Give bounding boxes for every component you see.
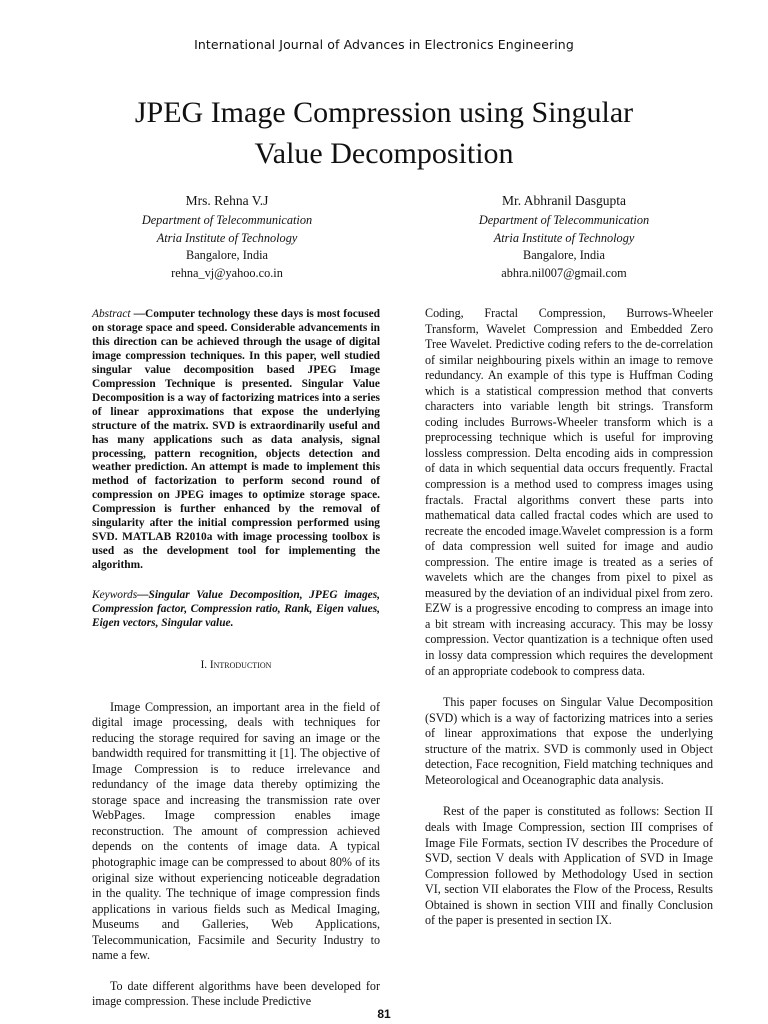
author-name: Mr. Abhranil Dasgupta bbox=[501, 193, 627, 208]
section-heading-introduction bbox=[92, 658, 380, 674]
author-department: Department of Telecommunication bbox=[141, 213, 313, 227]
author-location: Bangalore, India bbox=[186, 248, 268, 262]
body-paragraph: Image Compression, an important area in the field of digital image processing, deals with techniques for reducing the storage required for saving an image or the bandwidth required for transmitting it [1]. The objective of Image Compression is to reduce irrelevance and redundancy of the image data thereby optimizing the storage space and increasing the transmission rate over WebPages. Image compression enables image reconstruction. The amount of compression achieved depends on the contents of image data. A typical photographic image can be compressed to about 80% of its original size without experiencing noticeable degradation in the quality. The technique of image compression finds applications in various fields such as Medical Imaging, Museums and Galleries, Web Applications, Telecommunication, Facsimile and Security Industry to name a few. bbox=[92, 699, 380, 963]
abstract-text: —Computer technology these days is most focused on storage space and speed. Considerable advancements in this direction can be achieved through the usage of digital image compression techniques. In this paper, well studied singular value decomposition based JPEG Image Compression Technique is presented. Singular Value Decomposition is a way of factorizing matrices into a series of linear approximations that expose the underlying structure of the matrix. SVD is extraordinarily useful and has many applications such as data analysis, signal processing, pattern recognition, objects detection and weather prediction. An attempt is made to implement this method of factorization to perform second round of compression on JPEG images to optimize storage space. Compression is further enhanced by the removal of singularity after the initial compression performed using SVD. MATLAB R2010a with image processing toolbox is used as the development tool for implementing the algorithm. bbox=[92, 308, 380, 572]
abstract-label: Abstract bbox=[92, 308, 131, 320]
author-email: abhra.nil007@gmail.com bbox=[501, 265, 627, 280]
author-block-1 bbox=[112, 192, 342, 282]
body-paragraph: This paper focuses on Singular Value Decomposition (SVD) which is a way of factorizing matrices into a series of linear approximations that expose the underlying structure of the matrix. SVD is commonly used in Object detection, Face recognition, Field matching techniques and Meteorological and Oceanographic data analysis. bbox=[425, 695, 713, 787]
section-title: Introduction bbox=[209, 658, 272, 671]
author-name: Mrs. Rehna V.J bbox=[185, 193, 269, 208]
author-block-2 bbox=[442, 192, 686, 282]
keywords-label: Keywords bbox=[92, 589, 138, 602]
author-department: Department of Telecommunication bbox=[478, 213, 650, 227]
section-number: I. bbox=[200, 658, 208, 671]
journal-header: International Journal of Advances in Electronics Engineering bbox=[194, 37, 574, 52]
abstract bbox=[92, 308, 380, 573]
keywords bbox=[92, 589, 380, 631]
page-number: 81 bbox=[377, 1007, 391, 1021]
keywords-text: —Singular Value Decomposition, JPEG images, Compression factor, Compression ratio, Rank, Eigen values, Eigen vectors, Singular value. bbox=[92, 589, 380, 630]
right-column bbox=[425, 306, 713, 929]
author-institute: Atria Institute of Technology bbox=[493, 230, 635, 245]
author-location: Bangalore, India bbox=[523, 248, 605, 262]
paper-title: JPEG Image Compression using Singular Value Decomposition bbox=[134, 96, 634, 170]
left-column bbox=[92, 308, 380, 1010]
body-paragraph: To date different algorithms have been developed for image compression. These include Predictive bbox=[92, 978, 380, 1009]
body-paragraph: Coding, Fractal Compression, Burrows-Wheeler Transform, Wavelet Compression and Embedded Zero Tree Wavelet. Predictive coding refers to the de-correlation of similar neighbouring pixels within an image to remove redundancy. An example of this type is Huffman Coding which is a statistical compression method that converts characters into variable length bit strings. Transform coding includes Burrows-Wheeler transform which is a preprocessing technique which is useful for improving lossless compression. Delta encoding aids in compression of data in which sequential data occurs frequently. Fractal compression is a method used to compress images using fractals. Fractal algorithms convert these parts into mathematical data called fractal codes which are used to recreate the encoded image.Wavelet compression is a form of data compression well suited for image and audio compression. The entire image is treated as a series of wavelets which are the changes from pixel to pixel as measured by the deviation of an individual pixel from zero. EZW is a progressive encoding to compress an image into a bit stream with increasing accuracy. This may be lossy compression. Vector quantization is a technique often used in lossy data compression which requires the development of an appropriate codebook to compress data. bbox=[425, 306, 713, 678]
author-institute: Atria Institute of Technology bbox=[156, 230, 298, 245]
body-paragraph: Rest of the paper is constituted as follows: Section II deals with Image Compression, section III comprises of Image File Formats, section IV describes the Procedure of SVD, section V deals with Application of SVD in Image Compression followed by Methodology Used in section VI, section VII elaborates the Flow of the Process, Results Obtained is shown in section VIII and finally Conclusion of the paper is presented in section IX. bbox=[425, 804, 713, 928]
author-email: rehna_vj@yahoo.co.in bbox=[171, 265, 283, 280]
